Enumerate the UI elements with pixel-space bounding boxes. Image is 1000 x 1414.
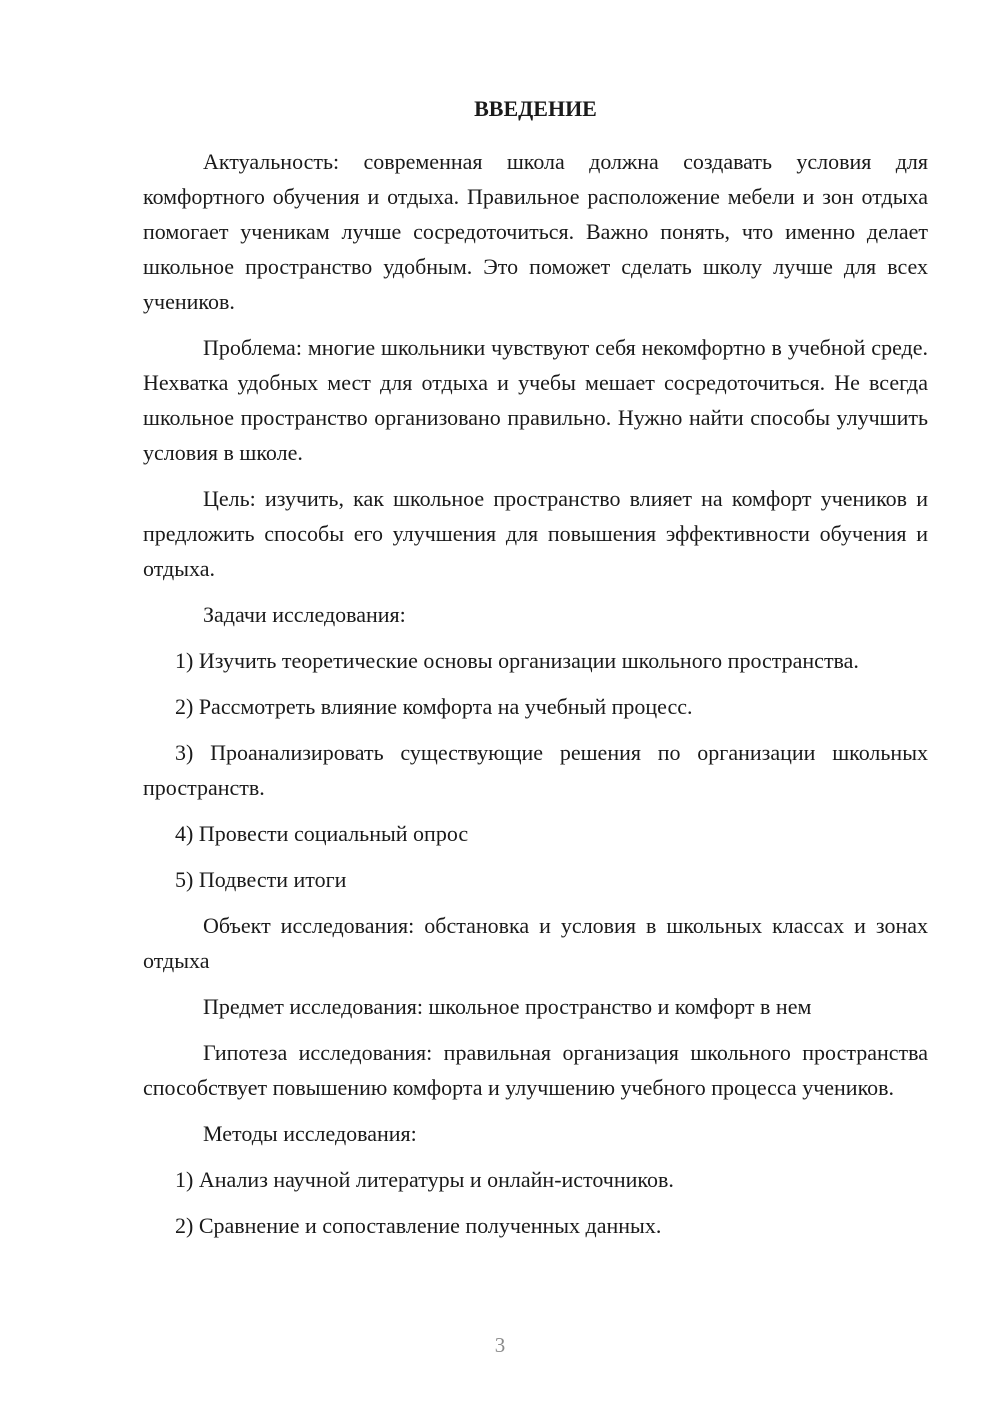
task-item: 2) Рассмотреть влияние комфорта на учебный процесс. xyxy=(175,694,693,719)
task-item: 3) Проанализировать существующие решения по организации школьных пространств. xyxy=(143,740,928,800)
task-item: 4) Провести социальный опрос xyxy=(175,821,469,846)
relevance-paragraph: Актуальность: современная школа должна создавать условия для комфортного обучения и отдыха. Правильное расположение мебели и зон отдыха помогает ученикам лучше сосредоточиться. Важно понять, что именно делает школьное пространство удобным. Это поможет сделать школу лучше для всех учеников. xyxy=(143,149,928,314)
page-number: 3 xyxy=(494,1333,506,1357)
method-item: 1) Анализ научной литературы и онлайн-источников. xyxy=(175,1167,674,1192)
tasks-heading: Задачи исследования: xyxy=(203,602,406,627)
task-item: 1) Изучить теоретические основы организации школьного пространства. xyxy=(175,648,859,673)
goal-paragraph: Цель: изучить, как школьное пространство влияет на комфорт учеников и предложить способы его улучшения для повышения эффективности обучения и отдыха. xyxy=(143,486,928,581)
document-page xyxy=(143,94,928,1254)
task-item: 5) Подвести итоги xyxy=(175,867,347,892)
problem-paragraph: Проблема: многие школьники чувствуют себя некомфортно в учебной среде. Нехватка удобных мест для отдыха и учебы мешает сосредоточиться. Не всегда школьное пространство организовано правильно. Нужно найти способы улучшить условия в школе. xyxy=(143,335,928,465)
hypothesis-paragraph: Гипотеза исследования: правильная организация школьного пространства способствует повышению комфорта и улучшению учебного процесса учеников. xyxy=(143,1040,928,1100)
subject-paragraph: Предмет исследования: школьное пространство и комфорт в нем xyxy=(203,994,812,1019)
object-paragraph: Объект исследования: обстановка и условия в школьных классах и зонах отдыха xyxy=(143,913,928,973)
methods-heading: Методы исследования: xyxy=(203,1121,417,1146)
method-item: 2) Сравнение и сопоставление полученных данных. xyxy=(175,1213,662,1238)
section-title: ВВЕДЕНИЕ xyxy=(474,96,597,121)
